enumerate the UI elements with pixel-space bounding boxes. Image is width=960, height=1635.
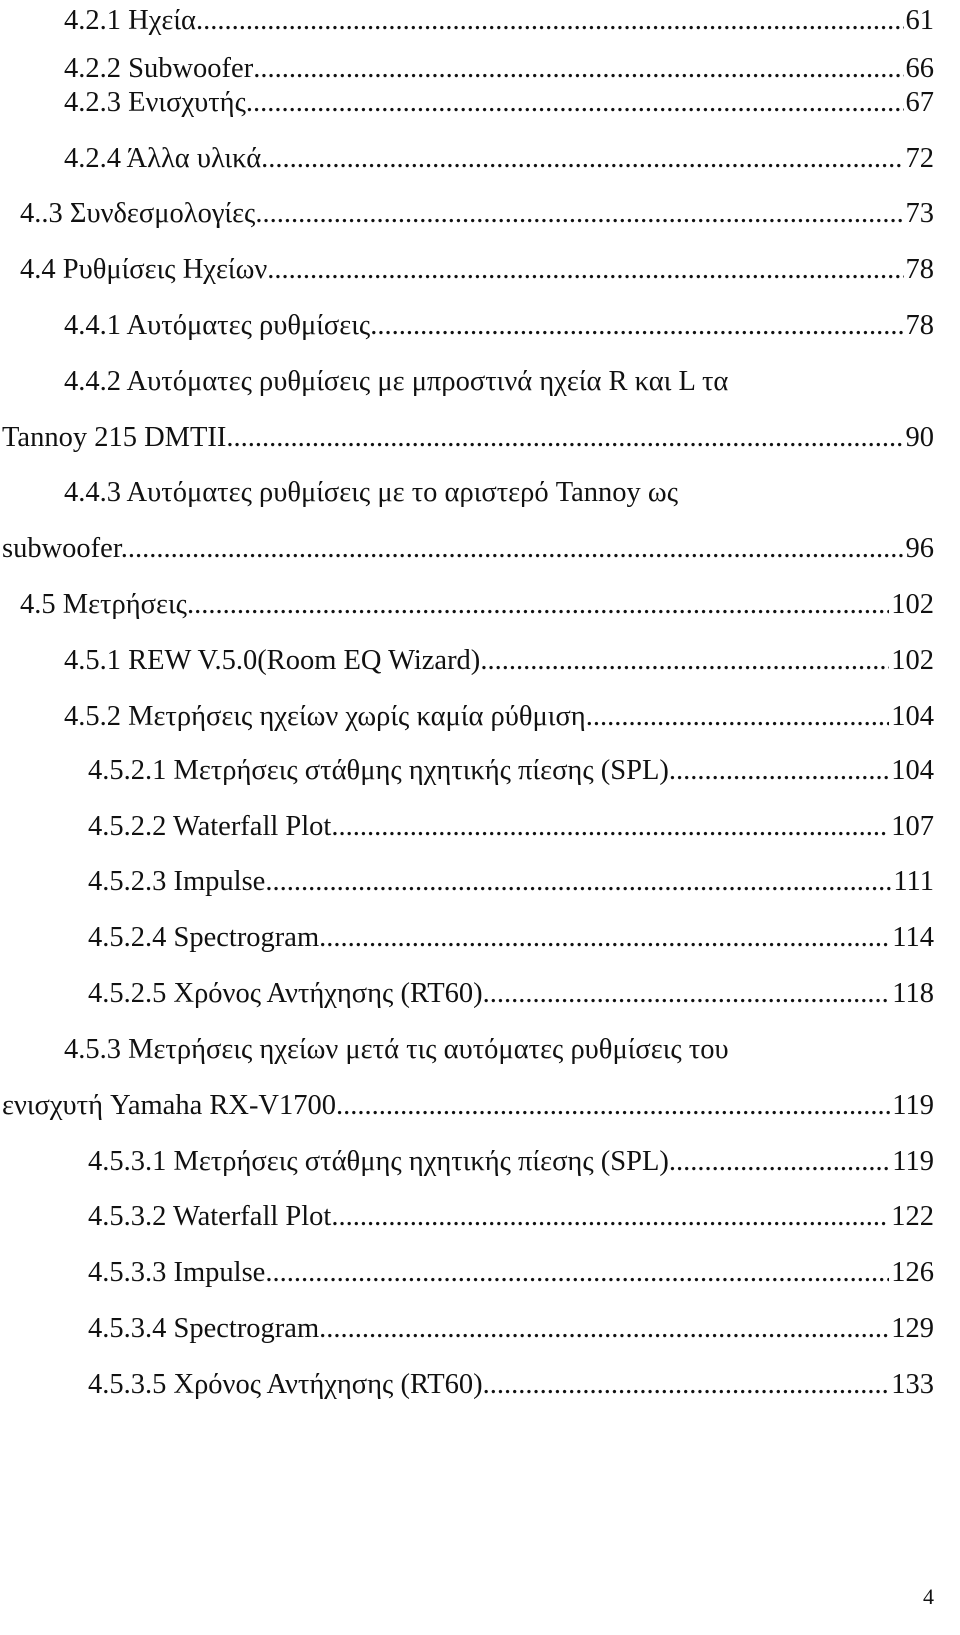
toc-entry-page: 66 xyxy=(905,53,934,84)
toc-entry xyxy=(64,640,934,682)
toc-leader-dots xyxy=(246,82,904,124)
toc-entry-title: 4.4.2 Αυτόματες ρυθμίσεις με μπροστινά ηχεία R και L τα xyxy=(64,366,729,397)
toc-entry-title: 4.5.3.4 Spectrogram xyxy=(88,1313,320,1344)
toc-entry xyxy=(88,1252,934,1294)
toc-entry xyxy=(88,750,934,792)
toc-leader-dots xyxy=(261,138,903,180)
toc-entry-title: 4.4.3 Αυτόματες ρυθμίσεις με το αριστερό Tannoy ως xyxy=(64,477,678,508)
toc-leader-dots xyxy=(370,305,903,347)
toc-entry xyxy=(88,973,934,1015)
toc-entry-page: 102 xyxy=(891,589,934,620)
toc-entry xyxy=(64,472,934,514)
toc-entry xyxy=(20,584,934,626)
toc-entry-title: Tannoy 215 DMTII xyxy=(2,422,227,453)
toc-entry-title: 4.5.2.4 Spectrogram xyxy=(88,922,320,953)
toc-entry-title: ενισχυτή Yamaha RX-V1700 xyxy=(2,1090,337,1121)
toc-entry xyxy=(64,82,934,124)
toc-entry-page: 126 xyxy=(891,1257,934,1288)
toc-entry-page: 119 xyxy=(892,1146,934,1177)
toc-entry xyxy=(88,1308,934,1350)
toc-entry-page: 104 xyxy=(891,701,934,732)
toc-entry-title: 4.2.2 Subwoofer xyxy=(64,53,254,84)
toc-entry-title: 4.5.2 Μετρήσεις ηχείων χωρίς καμία ρύθμιση xyxy=(64,701,586,732)
toc-leader-dots xyxy=(255,193,903,235)
toc-entry xyxy=(88,1141,934,1183)
toc-leader-dots xyxy=(669,750,889,792)
toc-entry-title: 4.2.3 Ενισχυτής xyxy=(64,87,246,118)
toc-entry xyxy=(2,1085,934,1127)
toc-entry xyxy=(64,138,934,180)
toc-leader-dots xyxy=(265,861,891,903)
toc-entry xyxy=(64,696,934,738)
toc-entry-title: 4.5.2.5 Χρόνος Αντήχησης (RT60) xyxy=(88,978,483,1009)
toc-leader-dots xyxy=(319,1308,889,1350)
toc-entry-page: 78 xyxy=(905,254,934,285)
toc-entry-page: 114 xyxy=(892,922,934,953)
toc-entry-title: 4..3 Συνδεσμολογίες xyxy=(20,198,256,229)
toc-entry-title: 4.5.2.2 Waterfall Plot xyxy=(88,811,332,842)
toc-leader-dots xyxy=(586,696,890,738)
toc-entry-page: 61 xyxy=(905,5,934,36)
toc-entry-page: 78 xyxy=(905,310,934,341)
toc-entry-title: 4.5.3.1 Μετρήσεις στάθμης ηχητικής πίεσης (SPL) xyxy=(88,1146,669,1177)
toc-leader-dots xyxy=(480,640,889,682)
page-number: 4 xyxy=(923,1584,934,1609)
toc-leader-dots xyxy=(265,1252,889,1294)
toc-entry xyxy=(64,0,934,42)
toc-entry-title: 4.5.3.5 Χρόνος Αντήχησης (RT60) xyxy=(88,1369,483,1400)
toc-leader-dots xyxy=(483,1364,890,1406)
toc-leader-dots xyxy=(196,0,904,42)
toc-entry xyxy=(64,361,934,403)
toc-entry xyxy=(2,528,934,570)
toc-entry-page: 67 xyxy=(905,87,934,118)
toc-entry-title: 4.5.2.1 Μετρήσεις στάθμης ηχητικής πίεσης (SPL) xyxy=(88,755,669,786)
toc-entry xyxy=(2,417,934,459)
toc-entry-page: 129 xyxy=(891,1313,934,1344)
toc-entry-title: 4.4.1 Αυτόματες ρυθμίσεις xyxy=(64,310,371,341)
toc-leader-dots xyxy=(128,528,904,570)
toc-entry xyxy=(88,861,934,903)
toc-entry-page: 122 xyxy=(891,1201,934,1232)
toc-entry-title: 4.4 Ρυθμίσεις Ηχείων xyxy=(20,254,268,285)
toc-entry-page: 107 xyxy=(891,811,934,842)
toc-entry-title: 4.5.3 Μετρήσεις ηχείων μετά τις αυτόματες ρυθμίσεις του xyxy=(64,1034,729,1065)
toc-entry-title: subwoofer. xyxy=(2,533,128,564)
toc-entry-page: 73 xyxy=(905,198,934,229)
toc-entry-page: 104 xyxy=(891,755,934,786)
toc-entry xyxy=(88,1196,934,1238)
toc-leader-dots xyxy=(336,1085,890,1127)
toc-entry-title: 4.5.3.3 Impulse xyxy=(88,1257,266,1288)
toc-entry xyxy=(20,193,934,235)
toc-entry-page: 133 xyxy=(891,1369,934,1400)
toc-entry xyxy=(88,917,934,959)
toc-leader-dots xyxy=(669,1141,890,1183)
toc-entry-title: 4.5 Μετρήσεις xyxy=(20,589,187,620)
toc-entry xyxy=(88,806,934,848)
toc-entry-page: 90 xyxy=(905,422,934,453)
toc-leader-dots xyxy=(187,584,889,626)
toc-entry-title: 4.5.3.2 Waterfall Plot xyxy=(88,1201,332,1232)
toc-entry-title: 4.5.2.3 Impulse xyxy=(88,866,266,897)
toc-entry-title: 4.5.1 REW V.5.0(Room EQ Wizard) xyxy=(64,645,481,676)
toc-entry-title: 4.2.1 Ηχεία xyxy=(64,5,196,36)
toc-leader-dots xyxy=(319,917,890,959)
toc-entry-page: 96 xyxy=(905,533,934,564)
toc-leader-dots xyxy=(226,417,903,459)
toc-leader-dots xyxy=(331,806,889,848)
toc-entry-page: 111 xyxy=(893,866,934,897)
toc-entry xyxy=(20,249,934,291)
toc-entry-page: 118 xyxy=(892,978,934,1009)
toc-entry xyxy=(64,305,934,347)
toc-entry xyxy=(64,1029,934,1071)
toc-entry-page: 72 xyxy=(905,143,934,174)
toc-entry-title: 4.2.4 Άλλα υλικά xyxy=(64,143,262,174)
toc-entry xyxy=(88,1364,934,1406)
toc-leader-dots xyxy=(331,1196,889,1238)
toc-leader-dots xyxy=(483,973,891,1015)
toc-leader-dots xyxy=(267,249,903,291)
toc-entry-page: 102 xyxy=(891,645,934,676)
toc-entry-page: 119 xyxy=(892,1090,934,1121)
